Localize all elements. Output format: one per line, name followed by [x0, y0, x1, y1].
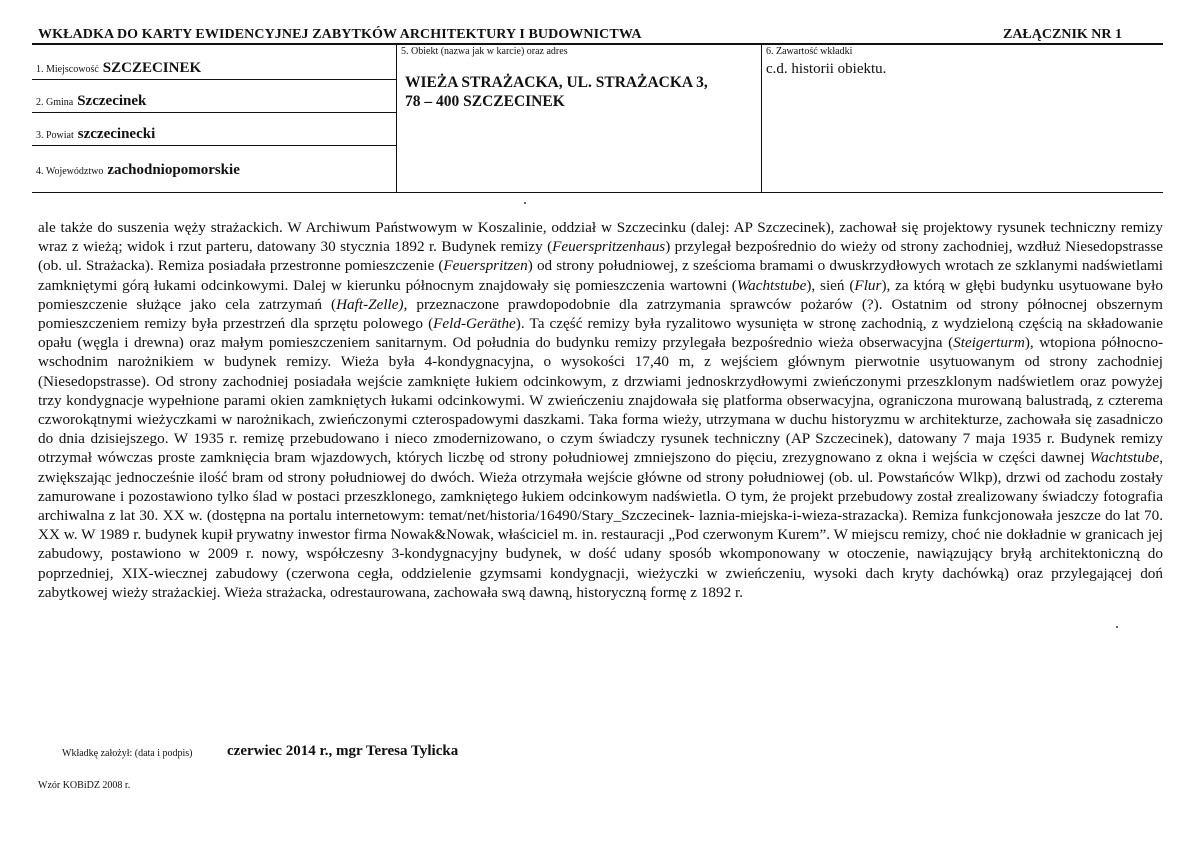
- locality-label: 1. Miejscowość: [36, 64, 99, 75]
- column-divider: [396, 45, 397, 193]
- locality-value: SZCZECINEK: [102, 60, 202, 76]
- county-label: 3. Powiat: [36, 130, 74, 141]
- form-title: WKŁADKA DO KARTY EWIDENCYJNEJ ZABYTKÓW ARCHITEKTURY I BUDOWNICTWA: [38, 27, 642, 42]
- text-run: ). Ta część remizy była ryzalitowo wysunięta w stronę zachodnią, z wydzieloną częścią na składowanie opału (węgla i drewna) oraz małym pomieszczeniem sanitarnym. Od południa do budynku remizy przylegała bezpośrednio wieża obserwacyjna (: [38, 315, 1163, 352]
- form-model: Wzór KOBiDZ 2008 r.: [38, 780, 131, 791]
- column-divider: [761, 45, 762, 193]
- locality-field: [32, 45, 396, 80]
- contents-value: c.d. historii obiektu.: [766, 61, 887, 77]
- author-value: czerwiec 2014 r., mgr Teresa Tylicka: [227, 743, 459, 759]
- italic-term: Flur: [854, 276, 882, 294]
- contents-field: [763, 45, 1161, 193]
- object-value: [405, 73, 708, 111]
- italic-term: Wachtstube: [736, 276, 807, 294]
- italic-term: Haft-Zelle): [336, 295, 404, 313]
- object-field: [398, 45, 760, 193]
- form-header-table: [32, 43, 1163, 193]
- italic-term: Feld-Geräthe: [433, 315, 516, 333]
- text-run: ) od strony południowej, z sześcioma bramami o dwuskrzydłowych wrotach ze szklanymi nadświetlami zamkniętymi górą łukami odcinkowymi. Dalej w kierunku północnym znajdowały się pomieszczenia wartowni (: [38, 257, 1164, 294]
- object-address: 78 – 400 SZCZECINEK: [405, 93, 565, 110]
- voivodeship-value: zachodniopomorskie: [107, 162, 240, 178]
- commune-field: [32, 80, 396, 113]
- text-run: , przeznaczone prawdopodobnie dla zatrzymania sprawców pożarów (?). Ostatnim od strony północnej obszernym pomieszczeniem remizy była przestrzeń dla sprzętu polowego (: [38, 295, 1163, 333]
- object-label: 5. Obiekt (nazwa jak w karcie) oraz adres: [401, 46, 568, 57]
- text-run: ale także do suszenia węży strażackich. W Archiwum Państwowym w Koszalinie, oddział w Szczecinku (dalej: AP Szczecinek), zachował się projektowy rysunek techniczny remizy wraz z wieżą; widok i rzut parteru, datowany 30 stycznia 1892 r. Budynek remizy (: [38, 219, 1163, 256]
- text-run: ), sień (: [806, 276, 855, 294]
- voivodeship-label: 4. Województwo: [36, 166, 104, 177]
- scan-speck: [1116, 626, 1118, 628]
- text-run: , zwiększając jednocześnie ilość bram od strony południowej do dwóch. Wieża otrzymała wejście główne od strony południowej (ob. ul. Powstańców Wlkp), drzwi od zachodu zostały zamurowane i pozostawiono tylko ślad w postaci przeszklonego, zamkniętego łukiem odcinkowym nadświetla. O tym, że projekt przebudowy został zrealizowany świadczy fotografia archiwalna z lat 30. XX w. (dostępna na portalu internetowym: temat/net/historia/16490/Stary_Szczecinek- laznia-miejska-i-wieza-strazacka). Remiza funkcjonowała jeszcze do lat 70. XX w. W 1989 r. budynek kupił prywatny inwestor firma Nowak&Nowak, właściciel m. in. restauracji „Pod czerwonym Kurem”. W miejscu remizy, choć nie dokładnie w granicach jej zabudowy, postawiono w 2009 r. nowy, współczesny 3-kondygnacyjny budynek, w dość udany sposób wkomponowany w otoczenie, nawiązujący bryłą architektoniczną do poprzedniej, XIX-wiecznej zabudowy (czerwona cegła, oddzielenie gzymsami kondygnacji, wieżyczki w zwieńczeniu, wysoki dach kryty dachówką) oraz przylegającej doń zabytkowej wieży strażackiej. Wieża strażacka, odrestaurowana, zachowała swą dawną, historyczną formę z 1892 r.: [38, 449, 1163, 601]
- commune-label: 2. Gmina: [36, 97, 74, 108]
- object-name: WIEŻA STRAŻACKA, UL. STRAŻACKA 3,: [405, 74, 708, 91]
- italic-term: Feuerspritzen: [443, 257, 528, 275]
- county-field: [32, 113, 396, 146]
- county-value: szczecinecki: [77, 126, 156, 142]
- italic-term: Feuerspritzenhaus: [552, 238, 666, 256]
- history-paragraph: [38, 218, 1163, 602]
- commune-value: Szczecinek: [77, 93, 147, 109]
- italic-term: Wachtstube: [1089, 449, 1160, 467]
- italic-term: Steigerturm: [953, 334, 1025, 352]
- attachment-number: ZAŁĄCZNIK NR 1: [1002, 27, 1122, 42]
- text-run: ), za którą w głębi budynku usytuowane było pomieszczenie służące jako cela zatrzymań (: [38, 276, 1163, 313]
- contents-label: 6. Zawartość wkładki: [766, 46, 853, 57]
- voivodeship-field: [32, 146, 396, 193]
- scan-speck: [524, 202, 526, 204]
- history-text: [38, 218, 1163, 602]
- author-label: Wkładkę założył: (data i podpis): [62, 748, 193, 759]
- location-fields: [32, 45, 396, 193]
- text-run: ) przylegał bezpośrednio do wieży od strony zachodniej, wzdłuż Niesedopstrasse (ob. ul. Strażacka). Remiza posiadała przestronne pomieszczenie (: [38, 238, 1163, 275]
- text-run: ), wtopiona północno-wschodnim narożnikiem w budynek remizy. Wieża była 4-kondygnacyjna, o wysokości 17,40 m, z wejściem głównym pierwotnie usytuowanym od strony zachodniej (Niesedopstrasse). Od strony zachodniej posiadała wejście zamknięte łukiem odcinkowym, z drzwiami jednoskrzydłowymi zwieńczonymi przeszklonym nadświetlem oraz powyżej trzy kondygnacje wypełnione parami okien zamkniętych łukami odcinkowymi. W zwieńczeniu znajdowała się platforma obserwacyjna, ograniczona murowaną balustradą, z czterema czworokątnymi wieżyczkami w narożnikach, zwieńczonymi czterospadowymi daszkami. Taka forma wieży, utrzymana w duchu historyzmu w architekturze, zachowała się zasadniczo do dnia dzisiejszego. W 1935 r. remizę przebudowano i nieco zmodernizowano, o czym świadczy rysunek techniczny (AP Szczecinek), datowany 7 maja 1935 r. Budynek remizy otrzymał wówczas proste zamknięcia bram wjazdowych, których liczbę od strony południowej zmniejszono do pięciu, zrezygnowano z okna i wejścia w części dawnej: [38, 334, 1163, 467]
